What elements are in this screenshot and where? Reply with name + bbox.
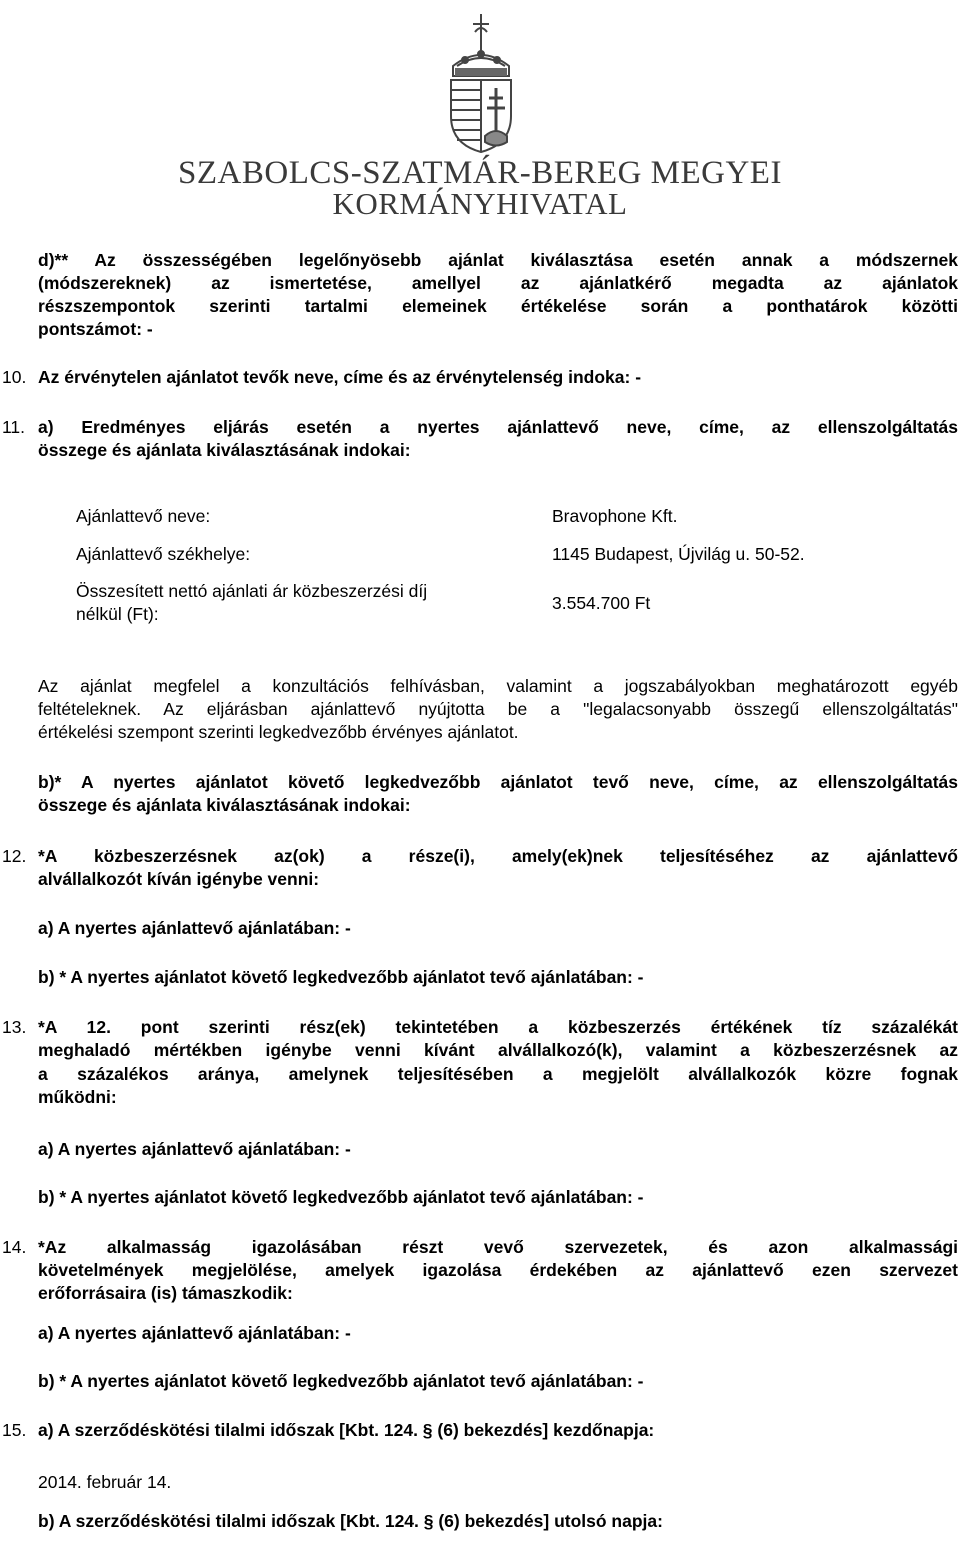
- paragraph-d-line1: d)** Az összességében legelőnyösebb ajánlat kiválasztása esetén annak a módszernek: [38, 250, 958, 270]
- section-15-a-value: 2014. február 14.: [38, 1472, 172, 1492]
- net-price-label-line2: nélkül (Ft):: [76, 604, 159, 624]
- justification-line2: feltételeknek. Az eljárásban ajánlattevő nyújtotta be a "legalacsonyabb összegű ellenszolgáltatás": [38, 699, 958, 719]
- bidder-seat-label: Ajánlattevő székhelye:: [76, 544, 251, 564]
- section-14-b: b) * A nyertes ajánlatot követő legkedvezőbb ajánlatot tevő ajánlatában: -: [38, 1371, 644, 1391]
- section-15-b: b) A szerződéskötési tilalmi időszak [Kbt. 124. § (6) bekezdés] utolsó napja:: [38, 1511, 663, 1531]
- section-12-a: a) A nyertes ajánlattevő ajánlatában: -: [38, 918, 351, 938]
- document-header: [0, 0, 960, 225]
- section-12-line2: alvállalkozót kíván igénybe venni:: [38, 869, 320, 889]
- section-12-number: 12.: [2, 846, 27, 866]
- section-13-line1: *A 12. pont szerinti rész(ek) tekintetében a közbeszerzés értékének tíz százalékát: [38, 1017, 958, 1037]
- section-12-b: b) * A nyertes ajánlatot követő legkedvezőbb ajánlatot tevő ajánlatában: -: [38, 967, 644, 987]
- section-10-text: Az érvénytelen ajánlatot tevők neve, címe és az érvénytelenség indoka: -: [38, 367, 642, 387]
- paragraph-d-line2: (módszereknek) az ismertetése, amellyel az ajánlatkérő megadta az ajánlatok: [38, 273, 958, 293]
- coat-of-arms-logo: [445, 4, 517, 154]
- bidder-seat-value: 1145 Budapest, Újvilág u. 50-52.: [552, 544, 805, 564]
- section-14-line1: *Az alkalmasság igazolásában részt vevő szervezetek, és azon alkalmassági: [38, 1237, 958, 1257]
- section-10-number: 10.: [2, 367, 27, 387]
- section-14-number: 14.: [2, 1237, 27, 1257]
- section-15-number: 15.: [2, 1420, 27, 1440]
- section-13-b: b) * A nyertes ajánlatot követő legkedvezőbb ajánlatot tevő ajánlatában: -: [38, 1187, 644, 1207]
- paragraph-d-line4: pontszámot: -: [38, 319, 153, 339]
- paragraph-d-line3: részszempontok szerinti tartalmi elemeinek értékelése során a ponthatárok közötti: [38, 296, 958, 316]
- section-13-line4: működni:: [38, 1087, 117, 1107]
- section-14-line2: követelmények megjelölése, amelyek igazolása érdekében az ajánlattevő ezen szervezet: [38, 1260, 958, 1280]
- justification-line1: Az ajánlat megfelel a konzultációs felhívásban, valamint a jogszabályokban meghatározott egyéb: [38, 676, 958, 696]
- bidder-name-value: Bravophone Kft.: [552, 506, 678, 526]
- section-13-line3: a százalékos aránya, amelynek teljesítésében a megjelölt alvállalkozók közre fognak: [38, 1064, 958, 1084]
- section-11-number: 11.: [2, 417, 26, 437]
- section-11b-line2: összege és ajánlata kiválasztásának indokai:: [38, 795, 411, 815]
- section-13-line2: meghaladó mértékben igénybe venni kívánt alvállalkozó(k), valamint a közbeszerzésnek az: [38, 1040, 958, 1060]
- section-14-line3: erőforrásaira (is) támaszkodik:: [38, 1283, 293, 1303]
- section-14-a: a) A nyertes ajánlattevő ajánlatában: -: [38, 1323, 351, 1343]
- section-11-line1: a) Eredményes eljárás esetén a nyertes ajánlattevő neve, címe, az ellenszolgáltatás: [38, 417, 958, 437]
- organization-name-line2: KORMÁNYHIVATAL: [332, 186, 628, 221]
- bidder-name-label: Ajánlattevő neve:: [76, 506, 211, 526]
- section-12-line1: *A közbeszerzésnek az(ok) a része(i), amely(ek)nek teljesítéséhez az ajánlattevő: [38, 846, 958, 866]
- section-13-a: a) A nyertes ajánlattevő ajánlatában: -: [38, 1139, 351, 1159]
- net-price-label-line1: Összesített nettó ajánlati ár közbeszerzési díj: [76, 581, 428, 601]
- net-price-value: 3.554.700 Ft: [552, 593, 651, 613]
- section-15-a: a) A szerződéskötési tilalmi időszak [Kbt. 124. § (6) bekezdés] kezdőnapja:: [38, 1420, 655, 1440]
- section-11b-line1: b)* A nyertes ajánlatot követő legkedvezőbb ajánlatot tevő neve, címe, az ellenszolgáltatás: [38, 772, 958, 792]
- section-11-line2: összege és ajánlata kiválasztásának indokai:: [38, 440, 411, 460]
- organization-name-line1: SZABOLCS-SZATMÁR-BEREG MEGYEI: [178, 155, 782, 191]
- justification-line3: értékelési szempont szerinti legkedvezőbb érvényes ajánlatot.: [38, 722, 519, 742]
- section-13-number: 13.: [2, 1017, 27, 1037]
